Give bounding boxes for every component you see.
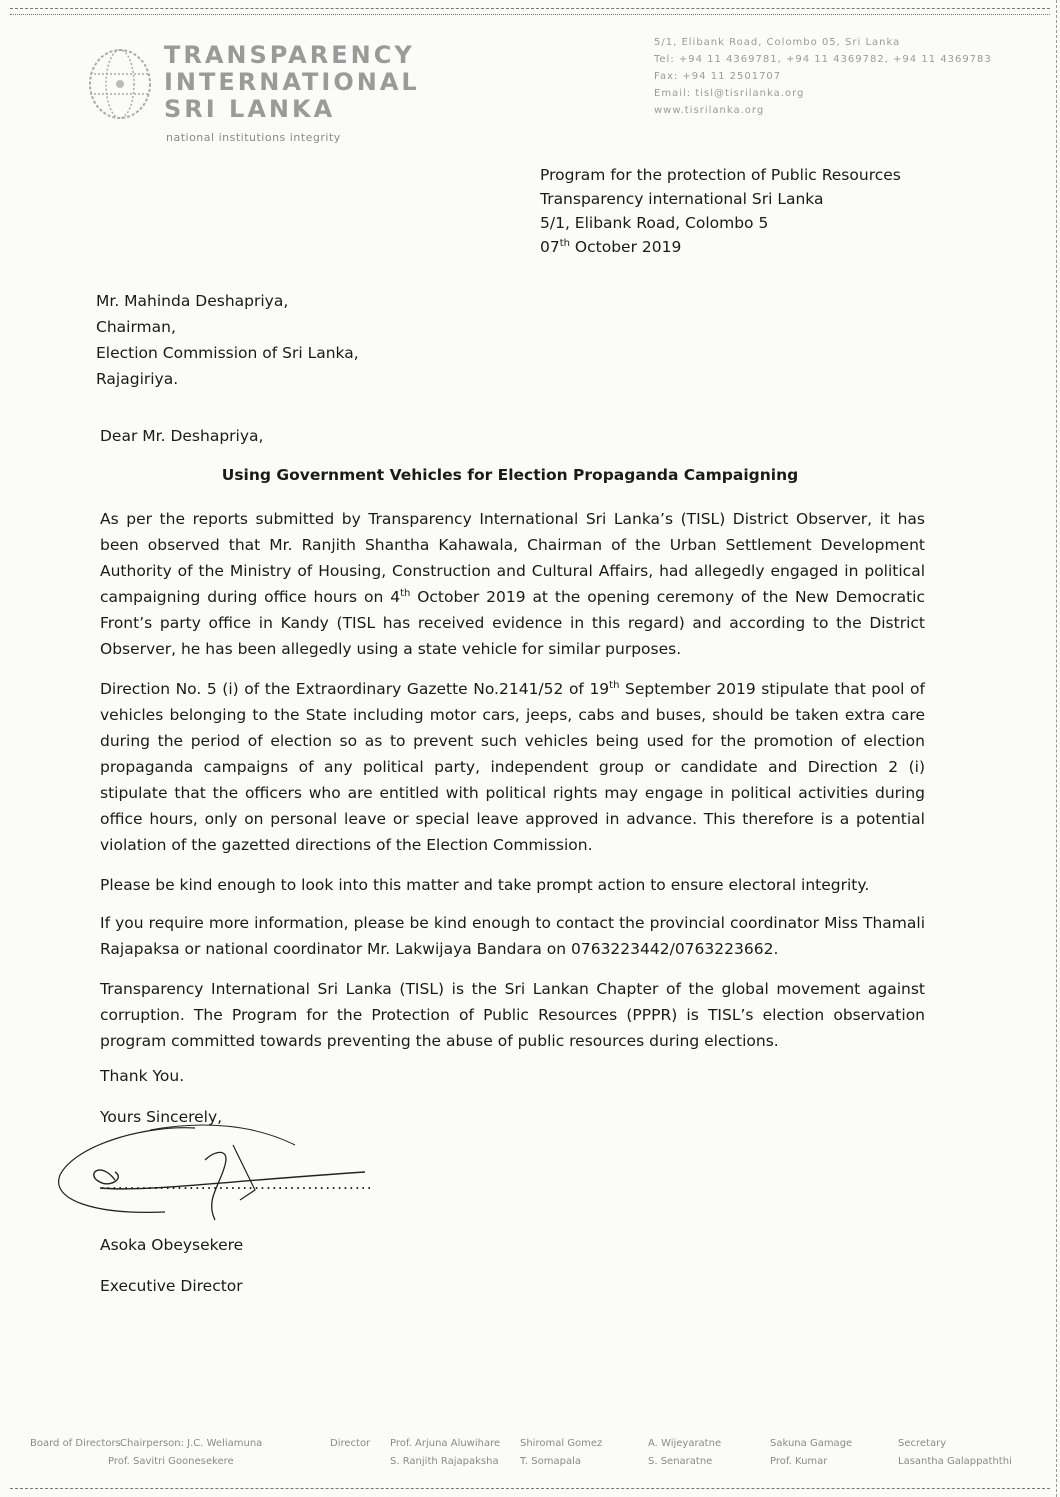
letterhead-footer xyxy=(0,1430,1060,1490)
footer-item: S. Ranjith Rajapaksha xyxy=(390,1456,499,1467)
body-paragraph: As per the reports submitted by Transparency International Sri Lanka’s (TISL) District Observer, it has been observed that Mr. Ranjith Shantha Kahawala, Chairman of the Urban Settlement Development Authority of the Ministry of Housing, Construction and Cultural Affairs, had allegedly engaged in political campaigning during office hours on 4th October 2019 at the opening ceremony of the New Democratic Front’s party office in Kandy (TISL has received evidence in this regard) and according to the District Observer, he has been allegedly using a state vehicle for similar purposes. xyxy=(100,510,925,658)
letter-subject: Using Government Vehicles for Election Propaganda Campaigning xyxy=(221,466,799,484)
signatory-name: Asoka Obeysekere xyxy=(100,1236,244,1254)
contact-line: Tel: +94 11 4369781, +94 11 4369782, +94 11 4369783 xyxy=(654,54,992,65)
footer-item: Secretary xyxy=(898,1438,947,1449)
footer-item: T. Somapala xyxy=(520,1456,581,1467)
footer-item: Shiromal Gomez xyxy=(520,1438,603,1449)
recipient-name: Mr. Mahinda Deshapriya, xyxy=(96,292,289,310)
footer-item: Sakuna Gamage xyxy=(770,1438,853,1449)
signature-line: .............................................. xyxy=(100,1175,373,1193)
contact-line: Fax: +94 11 2501707 xyxy=(654,71,782,82)
organization-logo xyxy=(84,36,454,146)
footer-item: Lasantha Galappaththi xyxy=(898,1456,1012,1467)
body-paragraph: Direction No. 5 (i) of the Extraordinary Gazette No.2141/52 of 19th September 2019 stipulate that pool of vehicles belonging to the State including motor cars, jeeps, cabs and buses, should be taken extra care during the period of election so as to prevent such vehicles being used for the promotion of election propaganda campaigns of any political party, independent group or candidate and Direction 2 (i) stipulate that the officers who are entitled with political rights may engage in political activities during office hours, only on personal leave or special leave approved in advance. This therefore is a potential violation of the gazetted directions of the Election Commission. xyxy=(100,679,925,854)
footer-item: Prof. Savitri Goonesekere xyxy=(108,1456,234,1467)
letter-body xyxy=(100,506,925,1068)
body-paragraph: Please be kind enough to look into this matter and take prompt action to ensure electoral integrity. xyxy=(100,876,870,894)
sender-organization: Transparency international Sri Lanka xyxy=(540,190,824,208)
recipient-organization: Election Commission of Sri Lanka, xyxy=(96,344,359,362)
globe-logo-icon xyxy=(84,36,164,131)
scan-edge-right xyxy=(1056,0,1057,1497)
scan-border-top-inner xyxy=(10,14,1050,15)
footer-item: Prof. Kumar xyxy=(770,1456,828,1467)
footer-item: Prof. Arjuna Aluwihare xyxy=(390,1438,501,1449)
sender-program: Program for the protection of Public Resources xyxy=(540,166,901,184)
recipient-city: Rajagiriya. xyxy=(96,370,179,388)
signatory-position: Executive Director xyxy=(100,1277,243,1295)
footer-item: A. Wijeyaratne xyxy=(648,1438,722,1449)
contact-line: www.tisrilanka.org xyxy=(654,105,765,116)
sender-block xyxy=(540,163,901,259)
body-paragraph: Transparency International Sri Lanka (TISL) is the Sri Lankan Chapter of the global movement against corruption. The Program for the Protection of Public Resources (PPPR) is TISL’s election observation program committed towards preventing the abuse of public resources during elections. xyxy=(100,980,925,1050)
letterhead-contact xyxy=(654,34,992,119)
salutation: Dear Mr. Deshapriya, xyxy=(100,427,264,445)
organization-tagline: national institutions integrity xyxy=(166,131,341,144)
scan-border-top xyxy=(10,8,1050,9)
contact-line: Email: tisl@tisrilanka.org xyxy=(654,88,805,99)
body-paragraph: If you require more information, please be kind enough to contact the provincial coordinator Miss Thamali Rajapaksa or national coordinator Mr. Lakwijaya Bandara on 0763223442/0763223662. xyxy=(100,914,925,958)
footer-item: Board of Directors xyxy=(30,1438,121,1449)
closing-thanks: Thank You. xyxy=(100,1067,185,1085)
organization-name: TRANSPARENCY INTERNATIONAL SRI LANKA xyxy=(164,41,420,123)
contact-line: 5/1, Elibank Road, Colombo 05, Sri Lanka xyxy=(654,37,901,48)
letter-date: 07th October 2019 xyxy=(540,237,682,256)
recipient-title: Chairman, xyxy=(96,318,176,336)
recipient-block xyxy=(96,288,359,392)
sender-address: 5/1, Elibank Road, Colombo 5 xyxy=(540,214,769,232)
footer-item: Director xyxy=(330,1438,371,1449)
footer-item: S. Senaratne xyxy=(648,1456,713,1467)
closing-sincerely: Yours Sincerely, xyxy=(100,1108,223,1126)
footer-item: Chairperson: J.C. Weliamuna xyxy=(120,1438,263,1449)
